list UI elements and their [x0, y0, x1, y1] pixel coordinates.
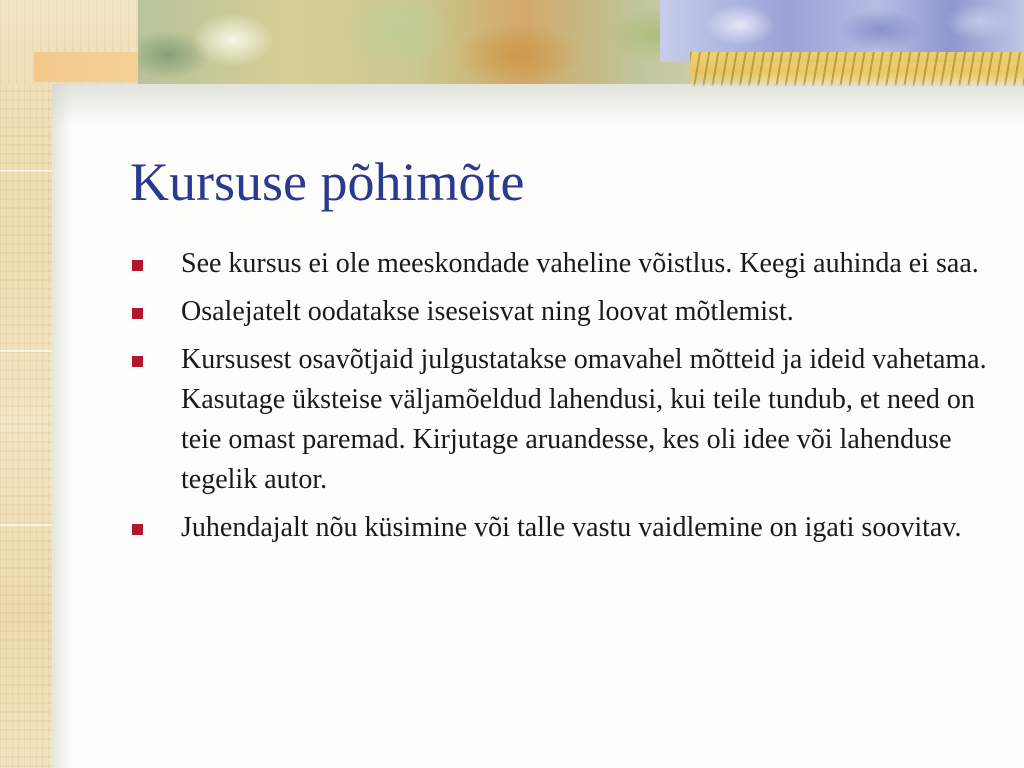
bullet-text: Kursusest osavõtjaid julgustatakse omavahel mõtteid ja ideid vahetama. Kasutage üksteise väljamõeldud lahendusi, kui teile tundub, et need on teie omast paremad. Kirjutage aruandesse, kes oli idee või lahenduse tegelik autor.	[181, 344, 987, 495]
border-seam	[0, 350, 52, 352]
content-shadow-top	[52, 84, 1024, 128]
bullet-list	[130, 244, 990, 556]
square-bullet-icon	[132, 260, 143, 271]
bullet-item	[130, 340, 990, 500]
square-bullet-icon	[132, 308, 143, 319]
bullet-item	[130, 508, 990, 548]
slide-title: Kursuse põhimõte	[130, 152, 525, 212]
bullet-text: Osalejatelt oodatakse iseseisvat ning loovat mõtlemist.	[181, 296, 794, 327]
left-parchment-border	[0, 0, 52, 768]
content-shadow-left	[52, 84, 72, 768]
decorative-wheat-image	[690, 52, 1024, 86]
bullet-text: Juhendajalt nõu küsimine või talle vastu vaidlemine on igati soovitav.	[181, 512, 962, 543]
bullet-item	[130, 244, 990, 284]
square-bullet-icon	[132, 356, 143, 367]
square-bullet-icon	[132, 524, 143, 535]
border-seam	[0, 524, 52, 526]
bullet-text: See kursus ei ole meeskondade vaheline võistlus. Keegi auhinda ei saa.	[181, 248, 979, 279]
border-seam	[0, 170, 52, 172]
bullet-item	[130, 292, 990, 332]
